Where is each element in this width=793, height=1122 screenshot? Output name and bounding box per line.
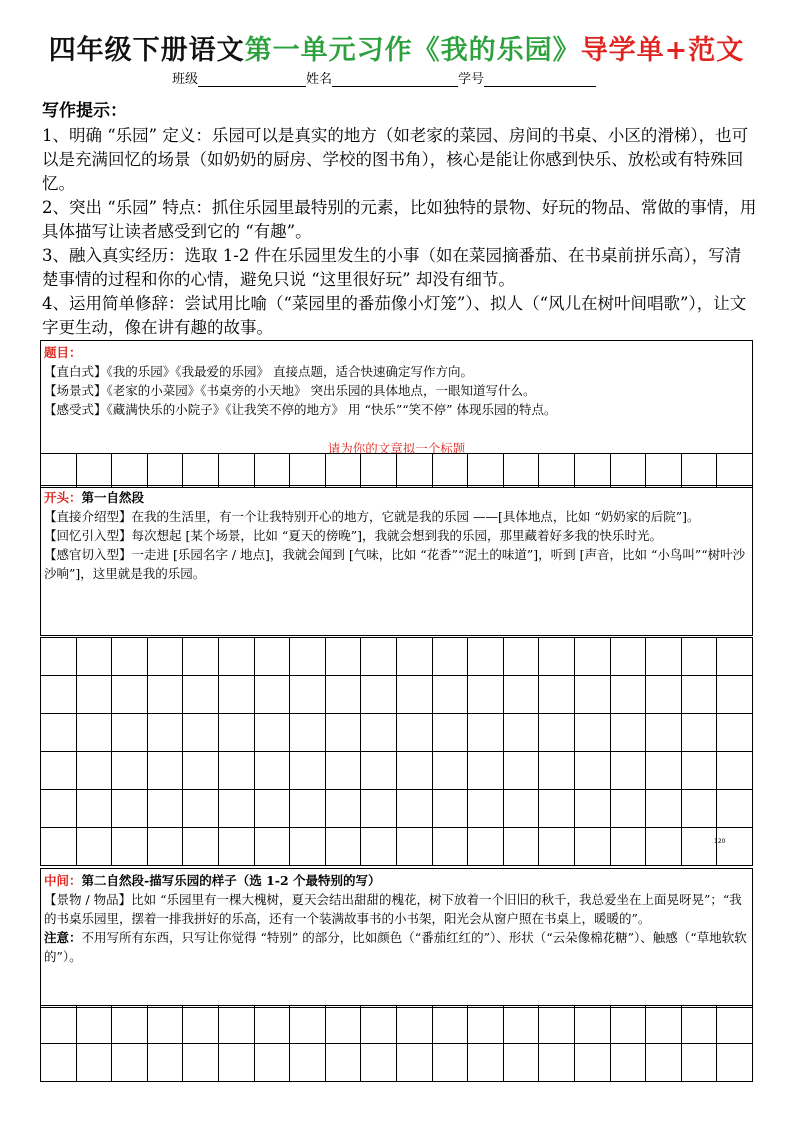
grid-cell[interactable] bbox=[682, 790, 718, 827]
grid-cell[interactable] bbox=[219, 638, 255, 675]
note-text: 不用写所有东西，只写让你觉得 “特别” 的部分，比如颜色（“番茄红红的”）、形状（“云朵像棉花糖”）、触感（“草地软软的”）。 bbox=[44, 930, 747, 964]
grid-cell[interactable] bbox=[433, 638, 469, 675]
grid-cell[interactable] bbox=[468, 752, 504, 789]
grid-cell[interactable] bbox=[41, 752, 77, 789]
topic-line: 【感受式】《藏满快乐的小院子》《让我笑不停的地方》 用 “快乐”“笑不停” 体现乐园的特点。 bbox=[44, 402, 557, 417]
grid-cell[interactable] bbox=[682, 1006, 718, 1043]
grid-cell[interactable] bbox=[219, 1006, 255, 1043]
grid-cell[interactable] bbox=[504, 752, 540, 789]
grid-cell[interactable] bbox=[575, 752, 611, 789]
grid-cell[interactable] bbox=[575, 1006, 611, 1043]
tips-heading: 写作提示： bbox=[42, 101, 127, 121]
grid-cell[interactable] bbox=[717, 676, 753, 713]
grid-cell[interactable] bbox=[77, 790, 113, 827]
grid-cell[interactable] bbox=[361, 790, 397, 827]
grid-cell[interactable] bbox=[433, 714, 469, 751]
grid-row[interactable] bbox=[41, 752, 753, 790]
grid-cell[interactable] bbox=[41, 714, 77, 751]
grid-cell[interactable] bbox=[183, 454, 219, 487]
class-field[interactable] bbox=[198, 72, 306, 87]
grid-cell[interactable] bbox=[77, 828, 113, 865]
grid-cell[interactable] bbox=[290, 714, 326, 751]
grid-cell[interactable] bbox=[682, 714, 718, 751]
grid-cell[interactable] bbox=[148, 752, 184, 789]
grid-cell[interactable] bbox=[112, 790, 148, 827]
grid-cell[interactable] bbox=[255, 1006, 291, 1043]
grid-cell[interactable] bbox=[717, 638, 753, 675]
grid-cell[interactable] bbox=[112, 752, 148, 789]
middle-section bbox=[40, 868, 753, 1008]
name-label: 姓名 bbox=[306, 72, 333, 87]
grid-cell[interactable] bbox=[468, 676, 504, 713]
middle-sub: 第二自然段-描写乐园的样子（选 1-2 个最特别的写） bbox=[81, 873, 381, 888]
grid-cell[interactable] bbox=[148, 714, 184, 751]
grid-cell[interactable] bbox=[433, 828, 469, 865]
grid-cell[interactable] bbox=[255, 790, 291, 827]
grid-cell[interactable] bbox=[468, 454, 504, 487]
grid-cell[interactable] bbox=[290, 790, 326, 827]
grid-cell[interactable] bbox=[504, 714, 540, 751]
grid-row[interactable] bbox=[41, 454, 753, 488]
grid-cell[interactable] bbox=[539, 828, 575, 865]
grid-cell[interactable] bbox=[646, 1044, 682, 1081]
grid-cell[interactable] bbox=[468, 790, 504, 827]
grid-cell[interactable] bbox=[77, 454, 113, 487]
grid-cell[interactable] bbox=[575, 1044, 611, 1081]
grid-cell[interactable] bbox=[255, 638, 291, 675]
grid-cell[interactable] bbox=[646, 676, 682, 713]
note-label: 注意： bbox=[44, 930, 82, 945]
opening-sub: 第一自然段 bbox=[81, 490, 145, 505]
grid-cell[interactable] bbox=[682, 828, 718, 865]
grid-cell[interactable] bbox=[41, 454, 77, 487]
grid-cell[interactable] bbox=[148, 638, 184, 675]
grid-cell[interactable] bbox=[148, 790, 184, 827]
grid-cell[interactable] bbox=[77, 638, 113, 675]
grid-cell[interactable] bbox=[682, 1044, 718, 1081]
grid-cell[interactable] bbox=[77, 1044, 113, 1081]
grid-cell[interactable] bbox=[290, 1044, 326, 1081]
grid-cell[interactable] bbox=[290, 676, 326, 713]
grid-cell[interactable] bbox=[575, 676, 611, 713]
grid-cell[interactable] bbox=[361, 714, 397, 751]
grid-cell[interactable] bbox=[41, 1044, 77, 1081]
title-suffix: 导学单+范文 bbox=[580, 35, 745, 66]
grid-cell[interactable] bbox=[717, 828, 753, 865]
grid-cell[interactable] bbox=[539, 638, 575, 675]
opening-line: 【直接介绍型】在我的生活里，有一个让我特别开心的地方，它就是我的乐园 ——[具体地点，比如 “奶奶家的后院”]。 bbox=[44, 509, 700, 524]
grid-cell[interactable] bbox=[148, 828, 184, 865]
grid-cell[interactable] bbox=[183, 714, 219, 751]
grid-cell[interactable] bbox=[255, 828, 291, 865]
grid-cell[interactable] bbox=[361, 828, 397, 865]
topic-label: 题目： bbox=[44, 345, 82, 360]
grid-cell[interactable] bbox=[397, 752, 433, 789]
grid-cell[interactable] bbox=[112, 638, 148, 675]
tip-item: 1、明确 “乐园” 定义：乐园可以是真实的地方（如老家的菜园、房间的书桌、小区的滑梯），也可以是充满回忆的场景（如奶奶的厨房、学校的图书角），核心是能让你感到快乐、放松或有特殊回忆。 bbox=[42, 126, 749, 193]
middle-writing-grid[interactable] bbox=[40, 1005, 753, 1082]
grid-cell[interactable] bbox=[255, 676, 291, 713]
grid-cell[interactable] bbox=[539, 676, 575, 713]
middle-label: 中间： bbox=[44, 873, 82, 888]
grid-cell[interactable] bbox=[433, 676, 469, 713]
grid-cell[interactable] bbox=[433, 454, 469, 487]
grid-cell[interactable] bbox=[112, 828, 148, 865]
grid-cell[interactable] bbox=[112, 1006, 148, 1043]
grid-row[interactable] bbox=[41, 676, 753, 714]
topic-line: 【场景式】《老家的小菜园》《书桌旁的小天地》 突出乐园的具体地点，一眼知道写什么。 bbox=[44, 383, 536, 398]
grid-cell[interactable] bbox=[77, 1006, 113, 1043]
grid-cell[interactable] bbox=[290, 454, 326, 487]
grid-cell[interactable] bbox=[504, 1044, 540, 1081]
grid-cell[interactable] bbox=[183, 752, 219, 789]
grid-cell[interactable] bbox=[77, 714, 113, 751]
name-field[interactable] bbox=[332, 72, 458, 87]
grid-cell[interactable] bbox=[682, 638, 718, 675]
grid-cell[interactable] bbox=[433, 1006, 469, 1043]
grid-cell[interactable] bbox=[611, 790, 647, 827]
grid-cell[interactable] bbox=[183, 638, 219, 675]
grid-cell[interactable] bbox=[575, 828, 611, 865]
grid-cell[interactable] bbox=[717, 1044, 753, 1081]
grid-cell[interactable] bbox=[219, 676, 255, 713]
grid-cell[interactable] bbox=[539, 1006, 575, 1043]
opening-writing-grid[interactable] bbox=[40, 637, 753, 866]
grid-cell[interactable] bbox=[646, 790, 682, 827]
grid-cell[interactable] bbox=[326, 790, 362, 827]
grid-cell[interactable] bbox=[361, 676, 397, 713]
grid-cell[interactable] bbox=[682, 676, 718, 713]
grid-cell[interactable] bbox=[611, 1006, 647, 1043]
grid-cell[interactable] bbox=[646, 828, 682, 865]
grid-cell[interactable] bbox=[219, 752, 255, 789]
grid-cell[interactable] bbox=[468, 714, 504, 751]
grid-cell[interactable] bbox=[290, 1006, 326, 1043]
grid-cell[interactable] bbox=[504, 1006, 540, 1043]
grid-cell[interactable] bbox=[41, 790, 77, 827]
grid-cell[interactable] bbox=[397, 790, 433, 827]
grid-cell[interactable] bbox=[326, 828, 362, 865]
grid-cell[interactable] bbox=[41, 1006, 77, 1043]
grid-cell[interactable] bbox=[504, 454, 540, 487]
topic-line: 【直白式】《我的乐园》《我最爱的乐园》 直接点题，适合快速确定写作方向。 bbox=[44, 364, 473, 379]
grid-cell[interactable] bbox=[41, 638, 77, 675]
grid-row[interactable] bbox=[41, 790, 753, 828]
grid-cell[interactable] bbox=[255, 454, 291, 487]
tip-item: 2、突出 “乐园” 特点：抓住乐园里最特别的元素，比如独特的景物、好玩的物品、常做的事情，用具体描写让读者感受到它的 “有趣”。 bbox=[42, 198, 757, 241]
opening-section bbox=[40, 486, 753, 636]
grid-cell[interactable] bbox=[148, 1006, 184, 1043]
tip-item: 4、运用简单修辞：尝试用比喻（“菜园里的番茄像小灯笼”）、拟人（“风儿在树叶间唱歌”），让文字更生动，像在讲有趣的故事。 bbox=[42, 294, 747, 337]
grid-cell[interactable] bbox=[539, 790, 575, 827]
page-title bbox=[0, 28, 793, 67]
grid-cell[interactable] bbox=[611, 638, 647, 675]
title-grade: 四年级下册语文 bbox=[48, 35, 245, 66]
grid-cell[interactable] bbox=[183, 676, 219, 713]
grid-cell[interactable] bbox=[682, 454, 718, 487]
grid-cell[interactable] bbox=[361, 638, 397, 675]
grid-cell[interactable] bbox=[646, 1006, 682, 1043]
grid-cell[interactable] bbox=[183, 828, 219, 865]
writing-tips bbox=[42, 98, 757, 340]
opening-line: 【回忆引入型】每次想起 [某个场景，比如 “夏天的傍晚”]，我就会想到我的乐园，那里藏着好多我的快乐时光。 bbox=[44, 528, 662, 543]
grid-cell[interactable] bbox=[255, 1044, 291, 1081]
grid-cell[interactable] bbox=[646, 454, 682, 487]
grid-cell[interactable] bbox=[433, 790, 469, 827]
grid-cell[interactable] bbox=[468, 638, 504, 675]
grid-cell[interactable] bbox=[41, 828, 77, 865]
grid-cell[interactable] bbox=[326, 638, 362, 675]
grid-cell[interactable] bbox=[397, 714, 433, 751]
grid-cell[interactable] bbox=[148, 1044, 184, 1081]
grid-cell[interactable] bbox=[468, 828, 504, 865]
grid-cell[interactable] bbox=[646, 752, 682, 789]
grid-cell[interactable] bbox=[575, 714, 611, 751]
grid-cell[interactable] bbox=[646, 714, 682, 751]
grid-cell[interactable] bbox=[717, 752, 753, 789]
grid-cell[interactable] bbox=[183, 1006, 219, 1043]
grid-cell[interactable] bbox=[397, 1006, 433, 1043]
grid-cell[interactable] bbox=[112, 714, 148, 751]
grid-cell[interactable] bbox=[611, 454, 647, 487]
grid-cell[interactable] bbox=[504, 638, 540, 675]
grid-cell[interactable] bbox=[717, 790, 753, 827]
grid-cell[interactable] bbox=[326, 1006, 362, 1043]
id-label: 学号 bbox=[458, 72, 485, 87]
grid-row[interactable] bbox=[41, 1044, 753, 1082]
grid-cell[interactable] bbox=[397, 638, 433, 675]
tip-item: 3、融入真实经历：选取 1-2 件在乐园里发生的小事（如在菜园摘番茄、在书桌前拼乐高），写清楚事情的过程和你的心情，避免只说 “这里很好玩” 却没有细节。 bbox=[42, 246, 742, 289]
grid-cell[interactable] bbox=[361, 454, 397, 487]
grid-cell[interactable] bbox=[539, 714, 575, 751]
grid-cell[interactable] bbox=[397, 454, 433, 487]
grid-cell[interactable] bbox=[611, 1044, 647, 1081]
grid-row[interactable] bbox=[41, 828, 753, 866]
grid-cell[interactable] bbox=[433, 1044, 469, 1081]
grid-cell[interactable] bbox=[611, 828, 647, 865]
title-writing-grid[interactable] bbox=[40, 453, 753, 488]
grid-cell[interactable] bbox=[148, 454, 184, 487]
grid-row[interactable] bbox=[41, 1006, 753, 1044]
grid-cell[interactable] bbox=[112, 454, 148, 487]
grid-cell[interactable] bbox=[41, 676, 77, 713]
grid-cell[interactable] bbox=[504, 828, 540, 865]
grid-cell[interactable] bbox=[219, 828, 255, 865]
grid-cell[interactable] bbox=[682, 752, 718, 789]
grid-cell[interactable] bbox=[539, 752, 575, 789]
grid-cell[interactable] bbox=[717, 454, 753, 487]
grid-cell[interactable] bbox=[433, 752, 469, 789]
opening-line: 【感官切入型】一走进 [乐园名字 / 地点]，我就会闻到 [气味，比如 “花香”“泥土的味道”]，听到 [声音，比如 “小鸟叫”“树叶沙沙响”]，这里就是我的乐园。 bbox=[44, 547, 746, 581]
grid-cell[interactable] bbox=[219, 1044, 255, 1081]
grid-cell[interactable] bbox=[397, 676, 433, 713]
grid-cell[interactable] bbox=[397, 1044, 433, 1081]
student-info bbox=[172, 68, 596, 87]
grid-cell[interactable] bbox=[112, 676, 148, 713]
id-field[interactable] bbox=[484, 72, 596, 87]
grid-cell[interactable] bbox=[539, 454, 575, 487]
grid-cell[interactable] bbox=[219, 790, 255, 827]
grid-cell[interactable] bbox=[361, 1044, 397, 1081]
grid-cell[interactable] bbox=[468, 1044, 504, 1081]
grid-cell[interactable] bbox=[611, 676, 647, 713]
grid-cell[interactable] bbox=[326, 714, 362, 751]
grid-cell[interactable] bbox=[77, 676, 113, 713]
class-label: 班级 bbox=[172, 72, 199, 87]
middle-line: 【景物 / 物品】比如 “乐园里有一棵大槐树，夏天会结出甜甜的槐花，树下放着一个旧旧的秋千，我总爱坐在上面晃呀晃”；“我的书桌乐园里，摆着一排我拼好的乐高，还有一个装满故事书的小书架，阳光会从窗户照在书桌上，暖暖的”。 bbox=[44, 892, 742, 926]
grid-cell[interactable] bbox=[539, 1044, 575, 1081]
grid-row[interactable] bbox=[41, 714, 753, 752]
grid-cell[interactable] bbox=[611, 752, 647, 789]
grid-cell[interactable] bbox=[397, 828, 433, 865]
title-unit: 第一单元习作《我的乐园》 bbox=[244, 35, 581, 66]
grid-cell[interactable] bbox=[219, 454, 255, 487]
grid-cell[interactable] bbox=[326, 752, 362, 789]
grid-cell[interactable] bbox=[361, 1006, 397, 1043]
grid-cell[interactable] bbox=[575, 638, 611, 675]
grid-cell[interactable] bbox=[611, 714, 647, 751]
grid-cell[interactable] bbox=[575, 454, 611, 487]
grid-cell[interactable] bbox=[255, 714, 291, 751]
grid-cell[interactable] bbox=[575, 790, 611, 827]
grid-cell[interactable] bbox=[717, 714, 753, 751]
grid-cell[interactable] bbox=[326, 1044, 362, 1081]
grid-cell[interactable] bbox=[361, 752, 397, 789]
grid-cell[interactable] bbox=[717, 1006, 753, 1043]
grid-cell[interactable] bbox=[148, 676, 184, 713]
grid-cell[interactable] bbox=[290, 752, 326, 789]
grid-cell[interactable] bbox=[468, 1006, 504, 1043]
grid-cell[interactable] bbox=[183, 790, 219, 827]
grid-cell[interactable] bbox=[290, 638, 326, 675]
grid-cell[interactable] bbox=[646, 638, 682, 675]
grid-cell[interactable] bbox=[504, 790, 540, 827]
grid-cell[interactable] bbox=[504, 676, 540, 713]
grid-row[interactable] bbox=[41, 638, 753, 676]
opening-label: 开头： bbox=[44, 490, 82, 505]
title-hint: 请为你的文章拟一个标题 bbox=[327, 441, 466, 456]
grid-cell[interactable] bbox=[290, 828, 326, 865]
grid-cell[interactable] bbox=[326, 676, 362, 713]
grid-cell[interactable] bbox=[219, 714, 255, 751]
grid-cell[interactable] bbox=[77, 752, 113, 789]
grid-char-counter: 120 bbox=[714, 838, 726, 845]
grid-cell[interactable] bbox=[326, 454, 362, 487]
grid-cell[interactable] bbox=[255, 752, 291, 789]
grid-cell[interactable] bbox=[183, 1044, 219, 1081]
grid-cell[interactable] bbox=[112, 1044, 148, 1081]
